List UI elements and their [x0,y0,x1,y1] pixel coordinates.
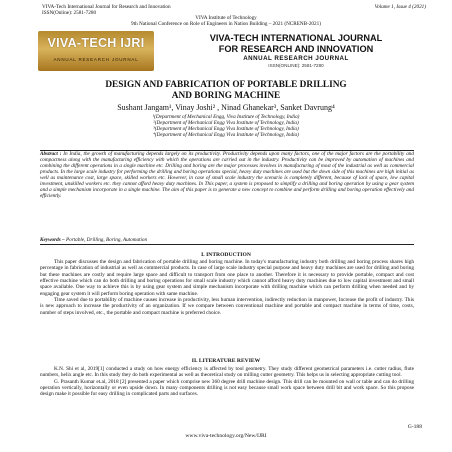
journal-title-line1: VIVA-TECH INTERNATIONAL JOURNAL [209,33,383,43]
conference-header: 9th National Conference on Role of Engineers in Nation Building – 2021 (NCRENB-2021) [131,21,321,27]
abstract-label: Abstract : [40,151,62,157]
section-heading-literature-review: II. LITERATURE REVIEW [191,358,261,364]
affiliation-4: ⁴(Department of Mechanical Engg Viva Institute of Technology, India) [153,132,299,138]
literature-review-body [40,366,414,398]
paper-title-line2: AND BORING MACHINE [171,90,281,101]
affiliation-1: ¹(Department of Mechanical Engg, Viva Institute of Technology, India) [152,114,300,120]
introduction-paragraph-2: Time saved due to portability of machine causes increase in productivity, less human intervention, indirectly reduction in manpower, Increase the profit of industry. This is new approach to increase the productivity of an organization. If we compare between conventional machine and portable and compact machine in terms of time, costs, number of steps involved, etc., the portable and compact machine is preferred choice. [40,297,414,316]
logo-subtitle: ANNUAL RESEARCH JOURNAL [53,57,139,62]
abstract [40,151,414,199]
page-number: G-188 [407,424,422,430]
journal-title [164,33,428,54]
paper-title-line1: DESIGN AND FABRICATION OF PORTABLE DRILLING [105,80,347,90]
volume-issue-header: Volume 1, Issue 4 (2021) [374,4,426,10]
journal-logo [38,31,154,71]
literature-paragraph-2: G. Prasanth Kumar et.al, 2018 [2] presented a paper which comprise new 360 degree drill machine design. This drill can be mounted on wall or table and can do drilling operation vertically, horizontally or even upside down. In many components drilling is not easy because small work space between drill bit and work space. So this propose design make it possible for easy drilling in complicated parts and surfaces. [40,378,414,398]
institute-header: VIVA Institute of Technology [195,15,257,21]
journal-issn: ISSN(ONLINE): 2581-7280 [268,63,324,68]
journal-name-header: VIVA-Tech International Journal for Research and Innovation [42,4,171,10]
abstract-text: In India, the growth of manufacturing depends largely on its productivity. Productivity depends upon many factors, one of the major factors are the portability and compactness along with the manufacturing efficiency with which the operations are carried out in the industry. Productivity can be improved by automation of machines and combining the different operations in a single machine etc. Drilling and boring are the major processes involves in manufacturing of most of the industrial as well as commercial products. In the large scale industry for performing the drilling and boring operations special, heavy duty machines are used but the down side of this machines are high initial as well as maintenance cost, large space, skilled workers etc. However, in case of small scale industry the scenario is completely different, because of lack of space, low capital investment, unskilled workers etc. they cannot afford heavy duty machines. In This paper, a system is proposed to simplify a drilling and boring operation by using a gear system and a simple mechanism incorporate in a single machine. The aim of this paper is to generate a new concept to combine and perform drilling and boring operation effectively and efficiently. [40,151,414,200]
keywords [40,237,147,243]
affiliation-2: ²(Department of Mechanical Engg Viva Institute of Technology, India) [153,120,299,126]
footer-url: www.viva-technology.org/New/IJRI [185,433,267,439]
issn-header: ISSN(Online): 2581-7280 [42,10,97,16]
introduction-paragraph-1: This paper discusses the design and fabrication of portable drilling and boring machine. In today's manufacturing industry both drilling and boring process shares high percentage in fabrication of industrial as well as commercial products. In case of large scale industry special purpose and heavy duty machines are used for drilling and boring but these machines are costly and require large space and difficult to transport from one place to another. Therefore it is necessary to provide portable, compact and cost effective machine which can do both drilling and boring operations for small scale industry which cannot afford heavy duty machines due to low capital investment and small space available. One way to achieve this is by using gear system and simple mechanism incorporate with drilling machine which can perform drilling when needed and by engaging gear system it will perform boring operation with same machine. [40,259,414,297]
keywords-text: Portable, Drilling, Boring, Automation [64,237,148,243]
introduction-body [40,259,414,316]
section-heading-introduction: I. INTRODUCTION [201,252,251,258]
logo-title: VIVA-TECH IJRI [47,36,145,50]
paper-title [40,80,412,101]
authors-line: Sushant Jangam¹, Vinay Joshi² , Ninad Ghanekar³, Sanket Davrung⁴ [117,103,335,112]
literature-paragraph-1: K.N. Shi et al, 2019[1] conducted a study on how energy efficiency is affected by tool geometry. They study different geometrical parameters i.e. cutter radius, flute numbers, helix angle etc. In this study they do both experimental as well as theoretical study on milling cutter geometry. This helps us in selecting appropriate cutting tool. [40,366,414,379]
journal-subtitle: ANNUAL RESEARCH JOURNAL [243,55,349,62]
affiliation-3: ³(Department of Mechanical Engg Viva Institute of Technology, India) [153,126,299,132]
journal-title-line2: FOR RESEARCH AND INNOVATION [218,43,374,54]
abstract-section [40,150,414,245]
keywords-label: Keywords – [40,237,65,243]
journal-banner [38,31,428,71]
